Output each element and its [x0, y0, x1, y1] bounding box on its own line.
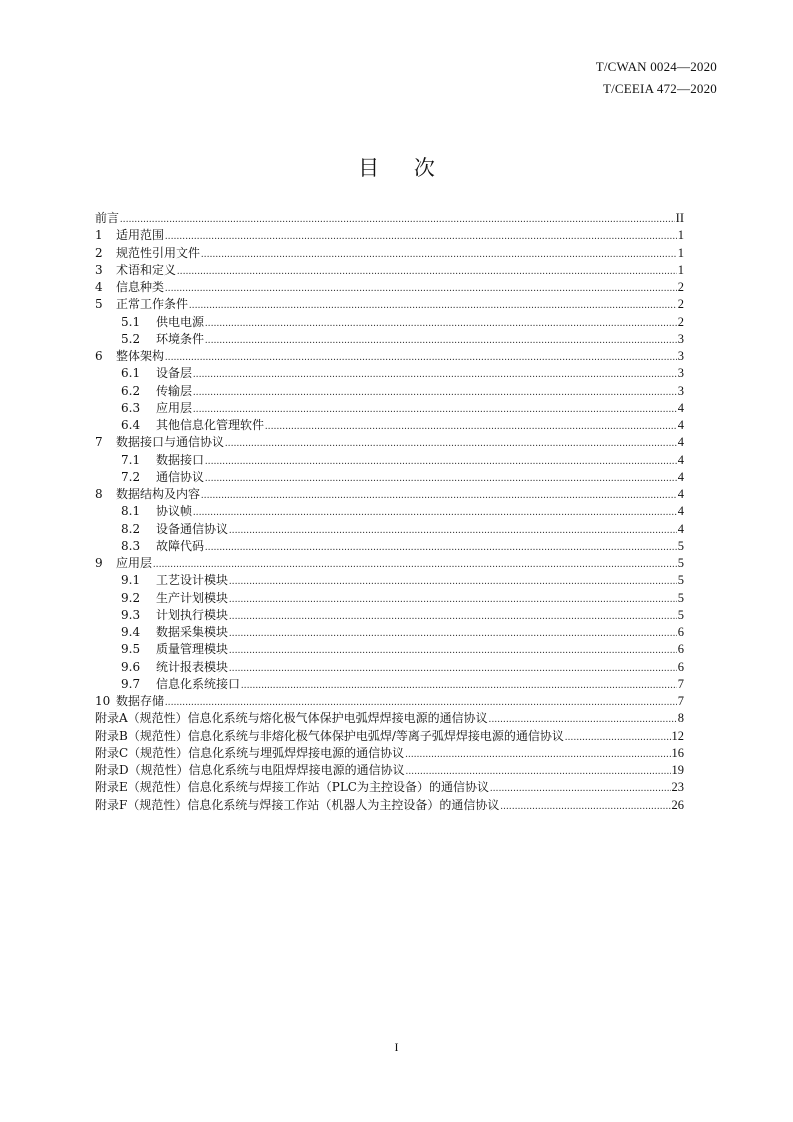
toc-entry-number: 7	[95, 435, 103, 450]
toc-entry[interactable]	[95, 313, 684, 330]
toc-entry-page: 8	[677, 711, 684, 726]
toc-entry-label	[121, 623, 228, 640]
toc-entry-label	[121, 364, 192, 381]
toc-dot-leader	[153, 559, 677, 570]
toc-entry[interactable]	[95, 226, 684, 243]
toc-entry[interactable]	[95, 709, 684, 726]
toc-entry-label	[121, 399, 192, 416]
toc-entry-title: 通信协议	[156, 469, 205, 484]
toc-entry-title: 设备层	[156, 366, 193, 381]
toc-entry-title: 数据结构及内容	[116, 487, 201, 501]
toc-entry-number: 9.1	[121, 573, 141, 588]
toc-entry[interactable]	[95, 796, 684, 813]
standard-code-cwan: T/CWAN 0024—2020	[595, 59, 717, 74]
toc-entry-label	[121, 571, 228, 588]
toc-entry-title: 前言	[95, 211, 120, 225]
toc-dot-leader	[193, 507, 677, 518]
toc-entry-number: 9.3	[121, 607, 141, 622]
toc-entry[interactable]	[95, 571, 684, 588]
page-title: 目 次	[358, 156, 449, 180]
toc-entry-title: 数据接口	[156, 452, 205, 467]
toc-entry-label	[121, 502, 192, 519]
toc-entry-label	[121, 640, 228, 657]
toc-entry-title: 传输层	[156, 383, 193, 398]
toc-entry-title: 附录D（规范性）信息化系统与电阻焊焊接电源的通信协议	[95, 763, 405, 777]
toc-dot-leader	[265, 421, 677, 432]
toc-dot-leader	[500, 801, 670, 812]
toc-entry[interactable]	[95, 675, 684, 692]
toc-entry-page: II	[675, 211, 684, 225]
toc-entry[interactable]	[95, 330, 684, 347]
toc-entry-title: 数据采集模块	[156, 625, 229, 639]
toc-dot-leader	[565, 732, 671, 743]
toc-entry-number: 8.1	[121, 504, 141, 519]
toc-entry-number: 8	[95, 487, 103, 501]
toc-entry-number: 6.3	[121, 400, 141, 415]
toc-entry[interactable]	[95, 364, 684, 381]
toc-entry-title: 附录B（规范性）信息化系统与非熔化极气体保护电弧焊/等离子弧焊焊接电源的通信协议	[95, 728, 564, 743]
toc-dot-leader	[165, 283, 677, 294]
toc-entry-label	[95, 761, 405, 778]
toc-entry-label	[121, 382, 192, 399]
toc-entry-title: 信息化系统接口	[156, 676, 241, 691]
toc-dot-leader	[193, 387, 677, 398]
toc-entry-label	[95, 796, 499, 813]
toc-entry[interactable]	[95, 502, 684, 519]
toc-entry-label	[95, 485, 200, 502]
toc-entry-title: 协议帧	[156, 504, 193, 519]
toc-entry-page: 2	[677, 314, 684, 329]
toc-entry-label	[121, 537, 204, 554]
toc-dot-leader	[229, 576, 677, 587]
toc-entry-label	[121, 416, 264, 433]
toc-dot-leader	[189, 300, 677, 311]
toc-entry-title: 工艺设计模块	[156, 573, 229, 588]
toc-entry-title: 附录F（规范性）信息化系统与焊接工作站（机器人为主控设备）的通信协议	[95, 797, 500, 812]
toc-entry-label	[95, 278, 164, 295]
toc-entry[interactable]	[95, 692, 684, 709]
toc-entry-title: 计划执行模块	[156, 607, 229, 622]
toc-entry-number: 6.1	[121, 366, 141, 381]
toc-entry-page: 5	[677, 538, 684, 553]
toc-entry[interactable]	[95, 244, 684, 261]
toc-dot-leader	[405, 749, 670, 760]
toc-entry-number: 9.4	[121, 625, 141, 639]
toc-entry-title: 数据存储	[116, 694, 165, 708]
toc-entry[interactable]	[95, 761, 684, 778]
toc-entry-page: 3	[677, 349, 684, 363]
toc-entry-title: 附录C（规范性）信息化系统与埋弧焊焊接电源的通信协议	[95, 745, 405, 760]
toc-entry-page: 6	[677, 659, 684, 674]
toc-entry-title: 应用层	[156, 400, 193, 415]
toc-entry-page: 1	[677, 228, 684, 243]
toc-entry-page: 4	[677, 487, 684, 501]
toc-entry-title: 附录E（规范性）信息化系统与焊接工作站（PLC为主控设备）的通信协议	[95, 780, 489, 795]
toc-entry-number: 8.2	[121, 521, 141, 536]
toc-entry-label	[121, 658, 228, 675]
toc-entry-page: 3	[677, 331, 684, 346]
toc-entry-page: 4	[677, 435, 684, 450]
toc-entry-page: 1	[677, 262, 684, 277]
toc-dot-leader	[201, 490, 677, 501]
toc-entry-label	[121, 451, 204, 468]
toc-entry[interactable]	[95, 278, 684, 295]
toc-dot-leader	[229, 645, 677, 656]
toc-entry-title: 环境条件	[156, 331, 205, 346]
toc-entry[interactable]	[95, 778, 684, 795]
toc-entry[interactable]	[95, 727, 684, 744]
toc-entry[interactable]	[95, 347, 684, 364]
standard-codes	[596, 56, 717, 100]
toc-entry-number: 9.7	[121, 676, 141, 691]
toc-dot-leader	[177, 266, 677, 277]
toc-dot-leader	[120, 214, 675, 225]
toc-entry-title: 附录A（规范性）信息化系统与熔化极气体保护电弧焊焊接电源的通信协议	[95, 711, 488, 726]
toc-entry[interactable]	[95, 554, 684, 571]
toc-entry-label	[95, 554, 152, 571]
toc-entry-number: 1	[95, 228, 103, 243]
toc-entry[interactable]	[95, 520, 684, 537]
toc-entry[interactable]	[95, 606, 684, 623]
toc-entry[interactable]	[95, 640, 684, 657]
toc-entry-title: 术语和定义	[116, 262, 177, 277]
toc-entry-number: 6	[95, 349, 103, 363]
toc-entry-label	[121, 606, 228, 623]
toc-entry-page: 6	[677, 625, 684, 639]
toc-entry[interactable]	[95, 433, 684, 450]
toc-dot-leader	[205, 335, 677, 346]
toc-entry-page: 16	[671, 745, 684, 760]
toc-entry-page: 4	[677, 418, 684, 432]
toc-dot-leader	[205, 456, 677, 467]
toc-entry[interactable]	[95, 537, 684, 554]
toc-entry-label	[95, 209, 119, 226]
toc-entry-number: 7.1	[121, 452, 141, 467]
toc-entry[interactable]	[95, 468, 684, 485]
toc-entry-page: 7	[677, 676, 684, 691]
toc-entry-label	[95, 709, 488, 726]
toc-entry-title: 数据接口与通信协议	[116, 435, 225, 450]
toc-entry[interactable]	[95, 382, 684, 399]
toc-entry-page: 3	[677, 383, 684, 398]
toc-entry-label	[95, 727, 564, 744]
toc-entry-title: 信息种类	[116, 280, 165, 294]
toc-entry-number: 5.1	[121, 314, 141, 329]
toc-entry-label	[95, 433, 224, 450]
toc-entry-title: 其他信息化管理软件	[156, 418, 265, 432]
toc-entry-page: 4	[677, 504, 684, 519]
toc-entry-label	[121, 520, 228, 537]
toc-entry-label	[95, 226, 164, 243]
toc-entry[interactable]	[95, 485, 684, 502]
toc-dot-leader	[193, 404, 677, 415]
toc-dot-leader	[229, 663, 677, 674]
toc-entry-title: 质量管理模块	[156, 642, 229, 657]
toc-entry-number: 6.4	[121, 418, 141, 432]
toc-entry-page: 5	[677, 607, 684, 622]
toc-entry-number: 3	[95, 262, 103, 277]
toc-entry-number: 5.2	[121, 331, 141, 346]
toc-entry-label	[121, 589, 228, 606]
toc-entry-title: 生产计划模块	[156, 590, 229, 605]
toc-entry-number: 4	[95, 280, 103, 294]
toc-entry-page: 12	[671, 728, 684, 743]
toc-entry-page: 7	[677, 694, 684, 708]
toc-entry-number: 10	[95, 694, 111, 708]
toc-entry-number: 6.2	[121, 383, 141, 398]
toc-entry-number: 9.2	[121, 590, 141, 605]
toc-entry-page: 1	[677, 245, 684, 260]
toc-entry-number: 7.2	[121, 469, 141, 484]
toc-entry-page: 4	[677, 521, 684, 536]
toc-dot-leader	[241, 680, 677, 691]
toc-entry[interactable]	[95, 399, 684, 416]
toc-dot-leader	[165, 697, 677, 708]
toc-entry-page: 4	[677, 469, 684, 484]
toc-dot-leader	[229, 611, 677, 622]
toc-entry[interactable]	[95, 295, 684, 312]
toc-dot-leader	[229, 525, 677, 536]
toc-entry[interactable]	[95, 623, 684, 640]
toc-entry-label	[121, 675, 240, 692]
toc-entry-label	[95, 244, 200, 261]
toc-dot-leader	[165, 231, 677, 242]
toc-entry-label	[121, 313, 204, 330]
toc-dot-leader	[165, 352, 677, 363]
toc-entry-title: 供电电源	[156, 314, 205, 329]
toc-entry[interactable]	[95, 451, 684, 468]
toc-dot-leader	[229, 628, 677, 639]
toc-entry[interactable]	[95, 261, 684, 278]
toc-dot-leader	[489, 714, 677, 725]
toc-dot-leader	[225, 438, 677, 449]
standard-code-ceeia: T/CEEIA 472—2020	[602, 81, 717, 96]
toc-dot-leader	[205, 473, 677, 484]
toc-entry-label	[121, 330, 204, 347]
toc-entry-number: 2	[95, 245, 103, 260]
toc-dot-leader	[193, 369, 677, 380]
table-of-contents	[95, 209, 684, 813]
toc-dot-leader	[205, 318, 677, 329]
toc-entry-page: 2	[677, 280, 684, 294]
toc-entry-page: 4	[677, 452, 684, 467]
toc-entry-number: 9.5	[121, 642, 141, 657]
toc-entry-title: 整体架构	[116, 349, 165, 363]
toc-dot-leader	[406, 766, 671, 777]
toc-entry-title: 正常工作条件	[116, 297, 189, 312]
toc-entry-page: 5	[677, 573, 684, 588]
toc-entry-title: 统计报表模块	[156, 659, 229, 674]
toc-entry-page: 19	[671, 763, 684, 777]
toc-entry[interactable]	[95, 589, 684, 606]
toc-entry-page: 5	[677, 556, 684, 570]
toc-entry-label	[95, 778, 489, 795]
toc-entry-title: 故障代码	[156, 538, 205, 553]
toc-dot-leader	[205, 542, 677, 553]
toc-entry-label	[95, 744, 404, 761]
toc-dot-leader	[201, 249, 677, 260]
toc-entry-title: 适用范围	[116, 228, 165, 243]
toc-entry-number: 9	[95, 556, 103, 570]
toc-entry-page: 5	[677, 590, 684, 605]
toc-entry[interactable]	[95, 658, 684, 675]
toc-entry-page: 4	[677, 400, 684, 415]
toc-entry-page: 3	[677, 366, 684, 381]
toc-entry-label	[121, 468, 204, 485]
toc-dot-leader	[490, 783, 671, 794]
footer-page-number: I	[394, 1040, 399, 1054]
toc-entry-page: 23	[671, 780, 684, 795]
toc-entry-label	[95, 295, 188, 312]
toc-entry-title: 应用层	[116, 556, 153, 570]
toc-entry[interactable]	[95, 209, 684, 226]
toc-entry-number: 5	[95, 297, 103, 312]
toc-entry-label	[95, 261, 176, 278]
toc-entry-page: 26	[671, 797, 684, 812]
toc-entry[interactable]	[95, 744, 684, 761]
toc-entry-title: 规范性引用文件	[116, 245, 201, 260]
toc-dot-leader	[229, 594, 677, 605]
toc-entry-number: 9.6	[121, 659, 141, 674]
toc-entry-page: 2	[677, 297, 684, 312]
toc-entry[interactable]	[95, 416, 684, 433]
toc-entry-number: 8.3	[121, 538, 141, 553]
toc-entry-label	[95, 347, 164, 364]
toc-entry-page: 6	[677, 642, 684, 657]
toc-entry-label	[95, 692, 164, 709]
toc-entry-title: 设备通信协议	[156, 521, 229, 536]
